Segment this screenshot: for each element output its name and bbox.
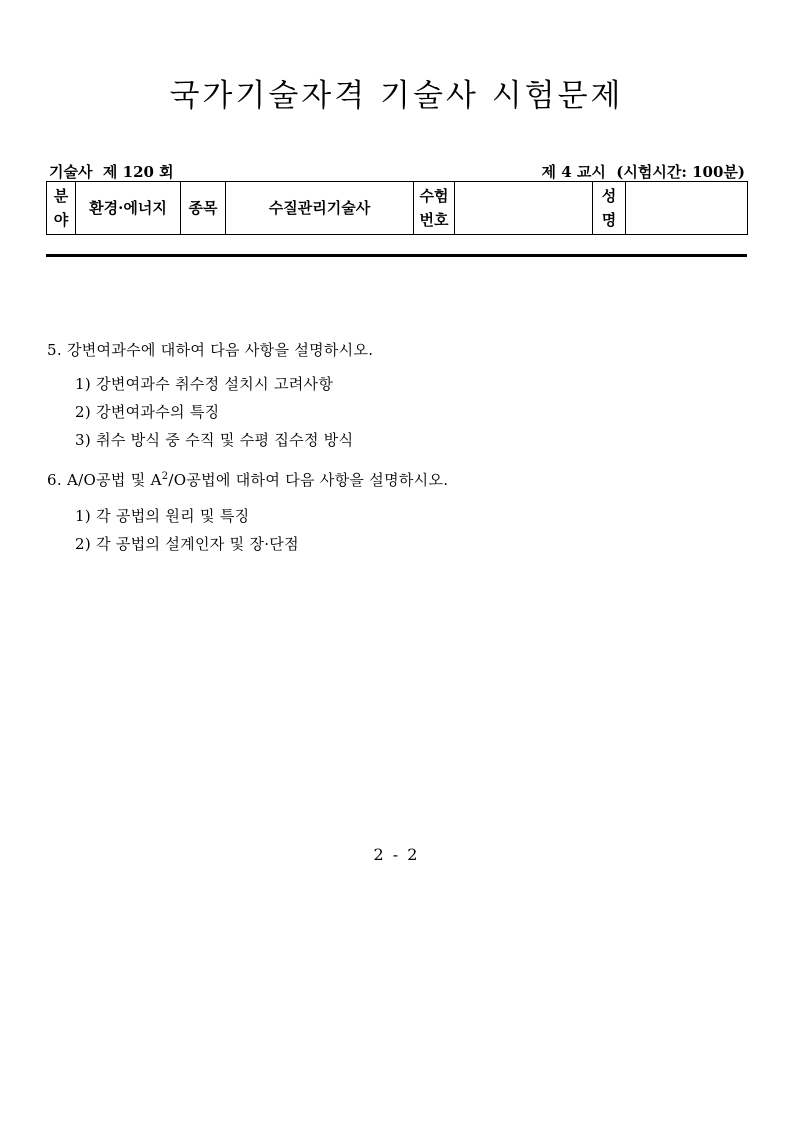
question-6: 6. A/O공법 및 $A^2/O$공법에 대하여 다음 사항을 설명하시오. [47,471,449,489]
field-label: 분 야 [47,182,76,235]
exam-number-label: 수험 번호 [414,182,455,235]
question-5-item-1: 1) 강변여과수 취수정 설치시 고려사항 [75,375,334,393]
category-label: 종목 [181,182,226,235]
question-6-item-2: 2) 각 공법의 설계인자 및 장·단점 [75,535,299,553]
field-value: 환경·에너지 [76,182,181,235]
category-value: 수질관리기술사 [226,182,414,235]
question-6-item-1: 1) 각 공법의 원리 및 특징 [75,507,250,525]
exam-info-table [46,181,748,235]
exam-session: 기술사 제 120 회 [49,163,174,181]
exam-period: 제 4 교시 (시험시간: 100분) [541,163,745,181]
exam-meta-row [47,161,747,181]
divider-rule [46,254,747,257]
question-5-item-2: 2) 강변여과수의 특징 [75,403,220,421]
page-number: 2 - 2 [373,845,420,864]
name-field[interactable] [626,182,748,235]
exam-title: 국가기술자격 기술사 시험문제 [169,78,624,114]
question-5: 5. 강변여과수에 대하여 다음 사항을 설명하시오. [47,341,374,359]
exam-number-field[interactable] [455,182,593,235]
question-5-item-3: 3) 취수 방식 중 수직 및 수평 집수정 방식 [75,431,354,449]
name-label: 성 명 [593,182,626,235]
